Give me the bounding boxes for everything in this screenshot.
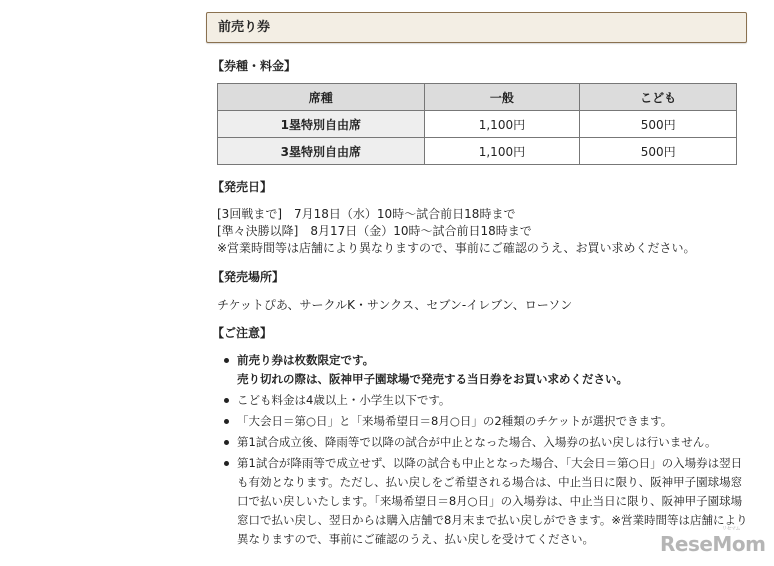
adult-price: 1,100円	[424, 111, 580, 138]
price-section-label: 【券種・料金】	[212, 59, 297, 73]
adult-price: 1,100円	[424, 138, 580, 165]
notes-section-label: 【ご注意】	[212, 326, 273, 340]
header-adult: 一般	[424, 84, 580, 111]
list-item: 第1試合が降雨等で成立せず、以降の試合も中止となった場合、「大会日＝第○日」の入場券は翌日も有効となります。ただし、払い戻しをご希望される場合は、中止当日に限り、阪神甲子園球場窓口で払い戻しいたします。「来場希望日＝8月○日」の入場券は、中止当日に限り、阪神甲子園球場窓口で払い戻し、翌日からは購入店舗で8月末まで払い戻しができます。※営業時間等は店舗により異なりますので、事前にご確認のうえ、払い戻しを受けてください。	[222, 454, 752, 549]
table-row	[218, 138, 737, 165]
notes-list	[222, 351, 752, 551]
child-price: 500円	[580, 111, 737, 138]
sale-place-section-label: 【発売場所】	[212, 270, 285, 284]
sale-place-text: チケットぴあ、サークルK・サンクス、セブン-イレブン、ローソン	[217, 298, 573, 312]
sale-date-note: ※営業時間等は店舗により異なりますので、事前にご確認のうえ、お買い求めください。	[217, 241, 696, 255]
resemom-logo	[660, 526, 766, 556]
price-table	[217, 83, 737, 165]
sale-date-line: [準々決勝以降] 8月17日（金）10時〜試合前日18時まで	[217, 224, 532, 238]
header-seat-type: 席種	[218, 84, 425, 111]
left-margin	[0, 0, 192, 566]
header-child: こども	[580, 84, 737, 111]
child-price: 500円	[580, 138, 737, 165]
section-header: 前売り券	[206, 12, 747, 43]
logo-small-text: リセマム	[722, 526, 740, 532]
price-table-header-row	[218, 84, 737, 111]
table-row	[218, 111, 737, 138]
list-item: 前売り券は枚数限定です。 売り切れの際は、阪神甲子園球場で発売する当日券をお買い求めください。	[222, 351, 752, 389]
seat-name: 1塁特別自由席	[218, 111, 425, 138]
seat-name: 3塁特別自由席	[218, 138, 425, 165]
sale-date-line: [3回戦まで] 7月18日（水）10時〜試合前日18時まで	[217, 207, 516, 221]
sale-date-section-label: 【発売日】	[212, 180, 273, 194]
list-item: こども料金は4歳以上・小学生以下です。	[222, 391, 752, 410]
right-margin	[759, 0, 774, 566]
list-item: 「大会日＝第○日」と「来場希望日＝8月○日」の2種類のチケットが選択できます。	[222, 412, 752, 431]
logo-text: ReseMom	[660, 532, 766, 556]
list-item: 第1試合成立後、降雨等で以降の試合が中止となった場合、入場券の払い戻しは行いません。	[222, 433, 752, 452]
